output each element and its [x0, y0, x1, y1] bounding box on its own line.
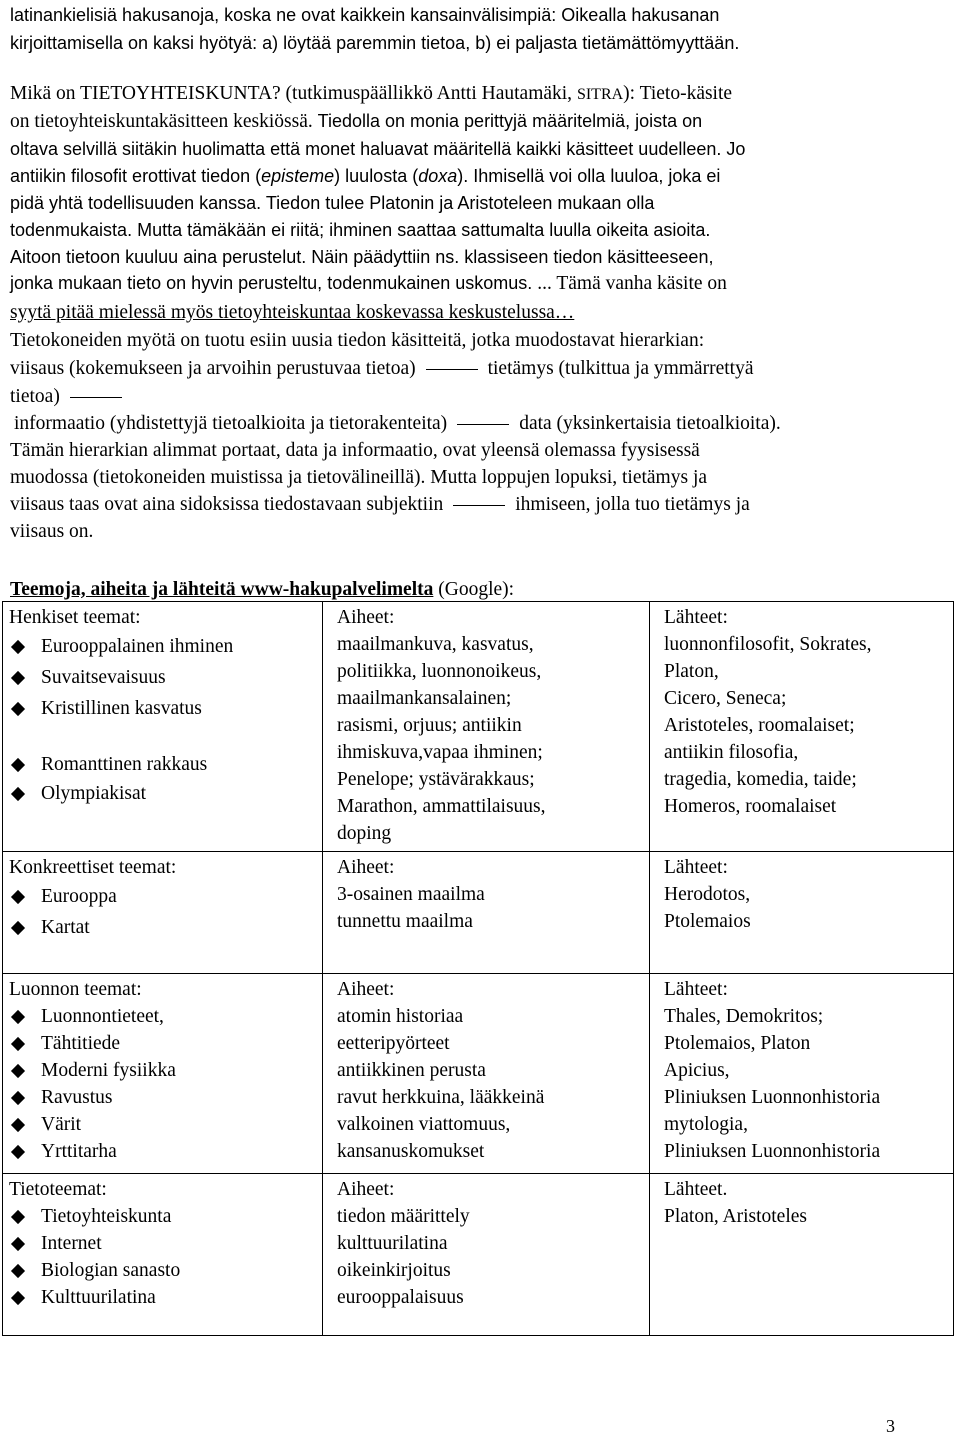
lv-l3a: viisaus taas ovat aina sidoksissa tiedostavaan subjektiin — [10, 494, 444, 515]
diamond-bullet-icon — [11, 1009, 25, 1023]
q-l8a: jonka mukaan tieto on hyvin perusteltu, todenmukainen uskomus. — [10, 273, 533, 293]
list-item — [9, 693, 316, 724]
text-line: Ptolemaios, Platon — [664, 1033, 811, 1054]
q-l4e: ). Ihmisellä voi olla luuloa, joka ei — [457, 166, 721, 186]
q-l4a: antiikin filosofit erottivat tiedon ( — [10, 166, 262, 186]
list-item-label: Värit — [41, 1114, 82, 1135]
list-item-label: Kartat — [41, 917, 90, 938]
list-item — [9, 912, 316, 943]
section-heading — [10, 577, 514, 603]
cell-heading: Konkreettiset teemat: — [9, 857, 177, 878]
diamond-bullet-icon — [11, 1090, 25, 1104]
diamond-bullet-icon — [11, 639, 25, 653]
diamond-bullet-icon — [11, 1036, 25, 1050]
text-line: Penelope; ystävärakkaus; — [337, 769, 535, 790]
diamond-bullet-icon — [11, 920, 25, 934]
list-item-label: Tähtitiede — [41, 1033, 121, 1054]
levels-line-3 — [10, 491, 898, 518]
list-item — [9, 1284, 316, 1311]
list-item — [9, 1111, 316, 1138]
hierarchy-line-2 — [10, 355, 898, 382]
h-l4b: data (yksinkertaisia tietoalkioita). — [519, 413, 781, 434]
heading-rest: (Google): — [433, 579, 515, 600]
sources-cell — [650, 602, 954, 852]
diamond-bullet-icon — [11, 1236, 25, 1250]
text-line: 3-osainen maailma — [337, 884, 485, 905]
dash-line — [70, 397, 122, 398]
text-line: Pliniuksen Luonnonhistoria — [664, 1087, 881, 1108]
diamond-bullet-icon — [11, 786, 25, 800]
list-item-label: Olympiakisat — [41, 783, 147, 804]
sources-cell — [650, 1174, 954, 1336]
cell-heading: Henkiset teemat: — [9, 607, 141, 628]
list-item — [9, 778, 316, 809]
list-item-label: Romanttinen rakkaus — [41, 754, 208, 775]
cell-heading: Lähteet: — [664, 857, 728, 878]
text-line: tunnettu maailma — [337, 911, 473, 932]
page-number: 3 — [886, 1416, 895, 1436]
table-row — [3, 852, 954, 974]
cell-heading: Lähteet: — [664, 979, 728, 1000]
dash-line — [426, 369, 478, 370]
cell-heading: Tietoteemat: — [9, 1179, 107, 1200]
text-line: ravut herkkuina, lääkkeinä — [337, 1087, 545, 1108]
spacer — [9, 724, 316, 751]
diamond-bullet-icon — [11, 1263, 25, 1277]
text-line: Homeros, roomalaiset — [664, 796, 837, 817]
question-line-6: todenmukaista. Mutta tämäkään ei riitä; ihminen saattaa sattumalta luulla oikeita asioita. — [10, 220, 711, 240]
text-line: kulttuurilatina — [337, 1233, 448, 1254]
question-line-4 — [10, 163, 898, 190]
text-line: eetteripyörteet — [337, 1033, 450, 1054]
lv-l3b: ihmiseen, jolla tuo tietämys ja — [515, 494, 750, 515]
levels-line-2: muodossa (tietokoneiden muistissa ja tietovälineillä). Mutta loppujen lopuksi, tietämys ja — [10, 467, 708, 488]
question-line-2a: on tietoyhteiskuntakäsitteen keskiössä. — [10, 111, 318, 132]
list-item — [9, 1057, 316, 1084]
text-line: Pliniuksen Luonnonhistoria — [664, 1141, 881, 1162]
h-l2a: viisaus (kokemukseen ja arvoihin perustuvaa tietoa) — [10, 358, 416, 379]
text-line: Platon, — [664, 661, 719, 682]
topics-cell — [323, 1174, 650, 1336]
text-line: luonnonfilosofit, Sokrates, — [664, 634, 872, 655]
diamond-bullet-icon — [11, 1117, 25, 1131]
intro-line-2: kirjoittamisella on kaksi hyötyä: a) löytää paremmin tietoa, b) ei paljasta tietämättömyyttään. — [10, 33, 740, 53]
list-item-label: Luonnontieteet, — [41, 1006, 164, 1027]
text-line: Thales, Demokritos; — [664, 1006, 824, 1027]
diamond-bullet-icon — [11, 1063, 25, 1077]
q-l9: syytä pitää mielessä myös tietoyhteiskuntaa koskevassa keskustelussa… — [10, 302, 575, 323]
topics-table — [2, 601, 954, 1336]
diamond-bullet-icon — [11, 1209, 25, 1223]
cell-heading: Luonnon teemat: — [9, 979, 142, 1000]
sitra-label: SITRA — [576, 86, 624, 103]
text-line: Cicero, Seneca; — [664, 688, 787, 709]
text-line: eurooppalaisuus — [337, 1287, 464, 1308]
list-item-label: Ravustus — [41, 1087, 113, 1108]
table-row — [3, 974, 954, 1174]
list-item-label: Eurooppalainen ihminen — [41, 636, 234, 657]
text-line: kansanuskomukset — [337, 1141, 485, 1162]
sources-cell — [650, 974, 954, 1174]
text-line: antiikkinen perusta — [337, 1060, 486, 1081]
diamond-bullet-icon — [11, 1144, 25, 1158]
diamond-bullet-icon — [11, 757, 25, 771]
dash-line — [457, 424, 509, 425]
list-item — [9, 881, 316, 912]
levels-line-4: viisaus on. — [10, 521, 94, 542]
question-line-2b: Tiedolla on monia perittyjä määritelmiä, joista on — [317, 111, 703, 131]
list-item — [9, 1030, 316, 1057]
text-line: valkoinen viattomuus, — [337, 1114, 511, 1135]
h-l4a: informaatio (yhdistettyjä tietoalkioita ja tietorakenteita) — [14, 413, 448, 434]
list-item — [9, 1230, 316, 1257]
sources-cell — [650, 852, 954, 974]
h-l2b: tietämys (tulkittua ja ymmärrettyä — [487, 358, 754, 379]
list-item-label: Moderni fysiikka — [41, 1060, 176, 1081]
diamond-bullet-icon — [11, 889, 25, 903]
h-l3: tietoa) — [10, 386, 60, 407]
list-item-label: Suvaitsevaisuus — [41, 667, 166, 688]
hierarchy-line-1: Tietokoneiden myötä on tuotu esiin uusia tiedon käsitteitä, jotka muodostavat hierarkian: — [10, 330, 705, 351]
text-line: politiikka, luonnonoikeus, — [337, 661, 542, 682]
text-line: Aristoteles, roomalaiset; — [664, 715, 855, 736]
question-line-5: pidä yhtä todellisuuden kanssa. Tiedon tulee Platonin ja Aristoteleen mukaan olla — [10, 193, 655, 213]
dash-line — [453, 505, 505, 506]
episteme-term: episteme — [261, 166, 335, 186]
intro-line-1: latinankielisiä hakusanoja, koska ne ovat kaikkein kansainvälisimpiä: Oikealla hakusanan — [10, 5, 720, 25]
text-line: rasismi, orjuus; antiikin — [337, 715, 522, 736]
text-line: Marathon, ammattilaisuus, — [337, 796, 546, 817]
list-item-label: Internet — [41, 1233, 102, 1254]
topics-cell — [323, 974, 650, 1174]
question-text-b: ): Tieto-käsite — [623, 83, 733, 104]
text-line: Apicius, — [664, 1060, 730, 1081]
text-line: tiedon määrittely — [337, 1206, 470, 1227]
topics-cell — [323, 852, 650, 974]
themes-cell — [3, 602, 323, 852]
list-item — [9, 1138, 316, 1165]
diamond-bullet-icon — [11, 1290, 25, 1304]
text-line: ihmiskuva,vapaa ihminen; — [337, 742, 543, 763]
text-line: oikeinkirjoitus — [337, 1260, 451, 1281]
table-row — [3, 602, 954, 852]
cell-heading: Aiheet: — [337, 857, 395, 878]
question-line-2 — [10, 108, 898, 135]
cell-heading: Aiheet: — [337, 1179, 395, 1200]
question-line-7: Aitoon tietoon kuuluu aina perustelut. Näin päädyttiin ns. klassiseen tiedon käsitteeseen, — [10, 247, 714, 267]
text-line: doping — [337, 823, 392, 844]
list-item-label: Kristillinen kasvatus — [41, 698, 202, 719]
list-item — [9, 1203, 316, 1230]
list-item-label: Yrttitarha — [41, 1141, 117, 1162]
text-line: mytologia, — [664, 1114, 748, 1135]
list-item — [9, 1003, 316, 1030]
text-line: tragedia, komedia, taide; — [664, 769, 857, 790]
text-line: Platon, Aristoteles — [664, 1206, 807, 1227]
list-item — [9, 751, 316, 778]
levels-line-1: Tämän hierarkian alimmat portaat, data ja informaatio, ovat yleensä olemassa fyysisessä — [10, 440, 700, 461]
text-line: maailmankansalainen; — [337, 688, 512, 709]
question-line-3: oltava selvillä siitäkin huolimatta että monet haluavat määritellä kaikki käsitteet uudelleen. Jo — [10, 139, 746, 159]
question-text-a: Mikä on TIETOYHTEISKUNTA? (tutkimuspäällikkö Antti Hautamäki, — [10, 83, 577, 104]
themes-cell — [3, 852, 323, 974]
cell-heading: Aiheet: — [337, 979, 395, 1000]
q-l4c: ) luulosta ( — [334, 166, 419, 186]
q-l8b: ... Tämä vanha käsite on — [537, 273, 727, 294]
topics-cell — [323, 602, 650, 852]
text-line: Herodotos, — [664, 884, 751, 905]
themes-cell — [3, 974, 323, 1174]
table-row — [3, 1174, 954, 1336]
diamond-bullet-icon — [11, 670, 25, 684]
doxa-term: doxa — [418, 166, 458, 186]
hierarchy-line-4 — [10, 410, 902, 437]
text-line: atomin historiaa — [337, 1006, 464, 1027]
list-item — [9, 631, 316, 662]
list-item-label: Kulttuurilatina — [41, 1287, 156, 1308]
list-item-label: Tietoyhteiskunta — [41, 1206, 172, 1227]
list-item-label: Eurooppa — [41, 886, 117, 907]
text-line: maailmankuva, kasvatus, — [337, 634, 534, 655]
diamond-bullet-icon — [11, 701, 25, 715]
question-line-1 — [10, 80, 898, 108]
heading-strong: Teemoja, aiheita ja lähteitä www-hakupalvelimelta — [10, 579, 434, 600]
question-line-9 — [10, 299, 898, 326]
cell-heading: Aiheet: — [337, 607, 395, 628]
list-item — [9, 1257, 316, 1284]
list-item — [9, 1084, 316, 1111]
question-line-8 — [10, 270, 898, 297]
themes-cell — [3, 1174, 323, 1336]
cell-heading: Lähteet. — [664, 1179, 728, 1200]
text-line: antiikin filosofia, — [664, 742, 799, 763]
list-item-label: Biologian sanasto — [41, 1260, 181, 1281]
list-item — [9, 662, 316, 693]
cell-heading: Lähteet: — [664, 607, 728, 628]
text-line: Ptolemaios — [664, 911, 751, 932]
hierarchy-line-3 — [10, 383, 898, 410]
